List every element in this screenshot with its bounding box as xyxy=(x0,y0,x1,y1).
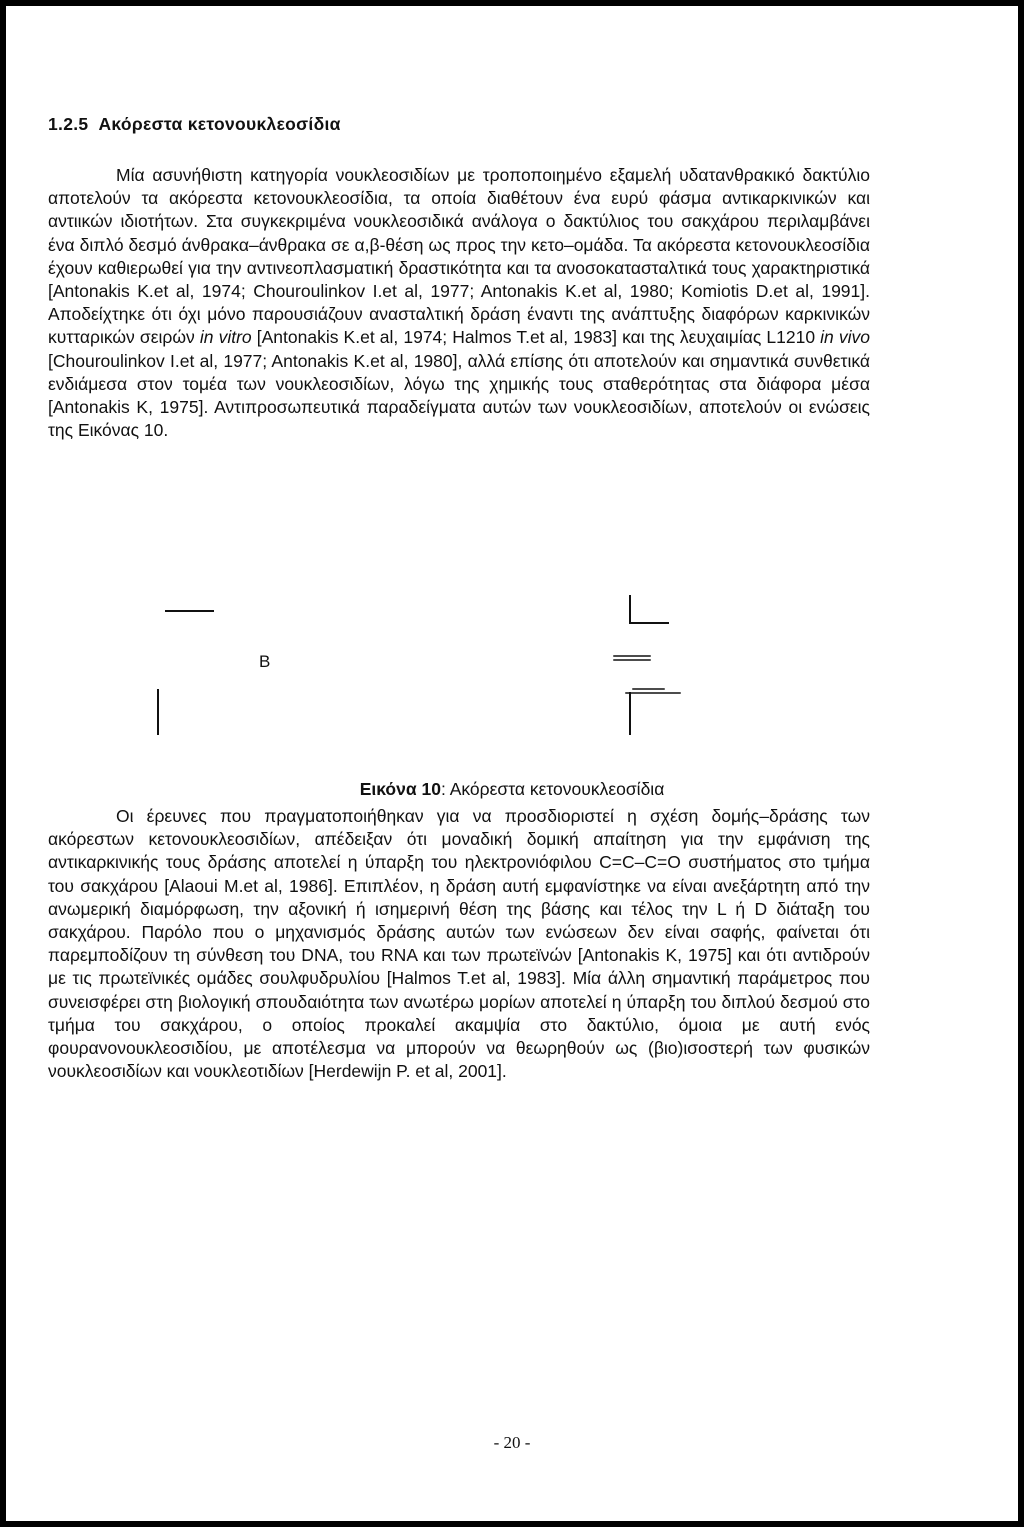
italic-in-vivo: in vivo xyxy=(820,327,870,348)
italic-in-vitro: in vitro xyxy=(199,327,252,348)
section-heading xyxy=(48,114,341,135)
caption-label: Εικόνα xyxy=(359,779,417,799)
caption-text: : Ακόρεστα κετονουκλεοσίδια xyxy=(440,779,665,799)
figure-label-b: B xyxy=(259,652,271,671)
paragraph-intro xyxy=(48,164,870,442)
paragraph-structure-activity xyxy=(48,805,870,1083)
paragraph-structure-activity-text: Οι έρευνες που πραγματοποιήθηκαν για να προσδιοριστεί η σχέση δομής–δράσης των ακόρεστων κετονουκλεοσιδίων, απέδειξαν ότι μοναδική δομική απαίτηση για την εμφάνιση της αντικαρκινικής τους δράσης αποτελεί η ύπαρξη του ηλεκτρονιόφιλου C=C–C=O συστήματος στο τμήμα του σακχάρου [Alaoui M.et al, 1986]. Επιπλέον, η δράση αυτή εμφανίστηκε να είναι ανεξάρτητη από την ανωμερική διαμόρφωση, την αξονική ή ισημερινή θέση της βάσης και τέλος την L ή D διάταξη του σακχάρου. Παρόλο που ο μηχανισμός δράσης αυτών των ενώσεων δεν είναι σαφής, φαίνεται ότι παρεμποδίζουν τη σύνθεση του DNA, του RNA και των πρωτεϊνών [Antonakis K, 1975] και ότι αντιδρούν με τις πρωτεϊνικές ομάδες σουλφυδρυλίου [Halmos T.et al, 1983]. Μία άλλη σημαντική παράμετρος που συνεισφέρει στη βιολογική σπουδαιότητα των ανωτέρω μορίων αποτελεί η ύπαρξη του διπλού δεσμού στο τμήμα του σακχάρου, ο οποίος προκαλεί ακαμψία στο δακτύλιο, όμοια με αυτή ενός φουρανονουκλεοσιδίου, με αποτέλεσμα να μπορούν να θεωρηθούν ως (βιο)ισοστερή των φυσικών νουκλεοσιδίων και νουκλεοτιδίων [Herdewijn P. et al, 2001]. xyxy=(48,806,870,1082)
figure-caption xyxy=(0,779,1024,800)
paragraph-intro-text-3: [Chouroulinkov I.et al, 1977; Antonakis K.et al, 1980], αλλά επίσης ότι αποτελούν και σημαντικά συνθετικά ενδιάμεσα στον τομέα των νουκλεοσιδίων, λόγω της χημικής τους σταθερότητας στα διάφορα μέσα [Antonakis K, 1975]. Αντιπροσωπευτικά παραδείγματα αυτών των νουκλεοσιδίων, αποτελούν οι ενώσεις της Εικόνας 10. xyxy=(48,350,870,441)
section-number: 1.2.5 xyxy=(48,114,89,134)
paragraph-intro-text-2: [Antonakis K.et al, 1974; Halmos T.et al, 1983] και της λευχαιμίας L1210 xyxy=(251,327,821,348)
page-number: - 20 - xyxy=(493,1433,531,1452)
paragraph-intro-text-1: Μία ασυνήθιστη κατηγορία νουκλεοσιδίων με τροποποιημένο εξαμελή υδατανθρακικό δακτύλιο αποτελούν τα ακόρεστα κετονουκλεοσίδια, τα οποία διαθέτουν ένα ευρύ φάσμα αντικαρκινικών και αντιικών ιδιοτήτων. Στα συγκεκριμένα νουκλεοσιδικά ανάλογα ο δακτύλιος του σακχάρου περιλαμβάνει ένα διπλό δεσμό άνθρακα–άνθρακα σε α,β-θέση ως προς την κετο–ομάδα. Τα ακόρεστα κετονουκλεοσίδια έχουν καθιερωθεί για την αντινεοπλασματική δραστικότητα και τα ανοσοκατασταλτικά τους χαρακτηριστικά [Antonakis K.et al, 1974; Chouroulinkov I.et al, 1977; Antonakis K.et al, 1980; Komiotis D.et al, 1991]. Αποδείχτηκε ότι όχι μόνο παρουσιάζουν ανασταλτική δράση έναντι της ανάπτυξης διαφόρων καρκινικών κυτταρικών σειρών xyxy=(48,165,870,348)
caption-number: 10 xyxy=(421,779,441,799)
section-title: Ακόρεστα κετονουκλεοσίδια xyxy=(98,114,341,134)
